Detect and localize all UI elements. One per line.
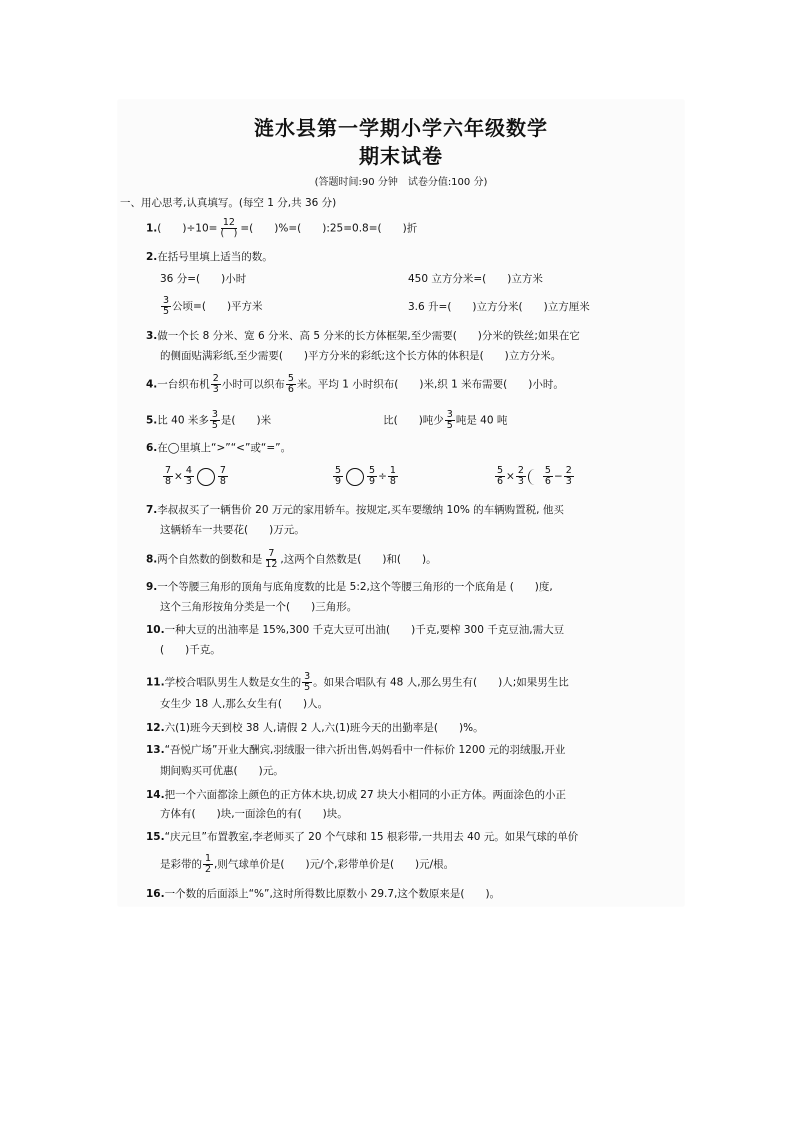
question-7-line2: 这辆轿车一共要花( )万元。 <box>160 524 305 536</box>
question-6: 6.在◯里填上“>”“<”或“=”。 <box>146 442 292 454</box>
compare-circle[interactable] <box>528 469 541 485</box>
question-9-line2: 这个三角形按角分类是一个( )三角形。 <box>160 601 358 613</box>
question-3: 3.做一个长 8 分米、宽 6 分米、高 5 分米的长方体框架,至少需要( )分米的铁丝;如果在它 <box>146 330 580 342</box>
question-7: 7.李叔叔买了一辆售价 20 万元的家用轿车。按规定,买车要缴纳 10% 的车辆购置税, 他买 <box>146 504 564 516</box>
question-2-item-c: $\frac{3}{5}$ 公顷=( )平方米 <box>163 295 263 317</box>
compare-circle[interactable] <box>346 468 364 486</box>
question-15: 15.“庆元旦”布置教室,李老师买了 20 个气球和 15 根彩带,一共用去 40 元。如果气球的单价 <box>146 831 579 843</box>
exam-title: 涟水县第一学期小学六年级数学 <box>254 116 548 140</box>
question-1: 1.( )÷10= $\frac{12}{( )}$ =( )%=( ):25=0.8=( )折 <box>146 217 418 239</box>
question-12: 12.六(1)班今天到校 38 人,请假 2 人,六(1)班今天的出勤率是( )%。 <box>146 722 484 734</box>
question-8: 8.两个自然数的倒数和是 $\frac{7}{12}$ ,这两个自然数是( )和( )。 <box>146 548 437 570</box>
question-2-item-b: 450 立方分米=( )立方米 <box>408 273 543 285</box>
compare-circle[interactable] <box>197 468 215 486</box>
question-2-item-d: 3.6 升=( )立方分米( )立方厘米 <box>408 301 590 313</box>
question-16: 16.一个数的后面添上“%”,这时所得数比原数小 29.7,这个数原来是( )。 <box>146 888 501 900</box>
comparison-3: $\frac{5}{6}$ × $\frac{2}{3}$ $\frac{5}{6}$ − $\frac{2}{3}$ <box>497 465 572 487</box>
question-9: 9.一个等腰三角形的顶角与底角度数的比是 5:2,这个等腰三角形的一个底角是 ( )度, <box>146 581 553 593</box>
comparison-1: $\frac{7}{8}$ × $\frac{4}{3}$ $\frac{7}{8}$ <box>165 465 226 487</box>
exam-info: (答题时间:90 分钟 试卷分值:100 分) <box>314 177 488 188</box>
question-4: 4.一台织布机 $\frac{2}{3}$ 小时可以织布 $\frac{5}{6}$ 米。平均 1 小时织布( )米,织 1 米布需要( )小时。 <box>146 373 564 395</box>
question-11: 11.学校合唱队男生人数是女生的 $\frac{3}{5}$ 。如果合唱队有 48 人,那么男生有( )人;如果男生比 <box>146 671 569 693</box>
question-13: 13.“吾悦广场”开业大酬宾,羽绒服一律六折出售,妈妈看中一件标价 1200 元的羽绒服,开业 <box>146 744 566 756</box>
section-heading: 一、用心思考,认真填写。(每空 1 分,共 36 分) <box>120 197 337 209</box>
question-15-line2: 是彩带的 $\frac{1}{2}$ ,则气球单价是( )元/个,彩带单价是( )元/根。 <box>160 853 455 875</box>
question-13-line2: 期间购买可优惠( )元。 <box>160 765 284 777</box>
question-14: 14.把一个六面都涂上颜色的正方体木块,切成 27 块大小相同的小正方体。两面涂色的小正 <box>146 789 566 801</box>
exam-paper <box>118 100 684 906</box>
question-2: 2.在括号里填上适当的数。 <box>146 251 273 263</box>
question-14-line2: 方体有( )块,一面涂色的有( )块。 <box>160 808 348 820</box>
question-10: 10.一种大豆的出油率是 15%,300 千克大豆可出油( )千克,要榨 300 千克豆油,需大豆 <box>146 624 565 636</box>
fraction: $\frac{12}{( )}$ <box>220 217 238 239</box>
question-5: 5.比 40 米多 $\frac{3}{5}$ 是( )米 比( )吨少 $\frac{3}{5}$ 吨是 40 吨 <box>146 409 508 431</box>
question-10-line2: ( )千克。 <box>160 644 221 656</box>
question-3-line2: 的侧面贴满彩纸,至少需要( )平方分米的彩纸;这个长方体的体积是( )立方分米。 <box>160 350 562 362</box>
comparison-2: $\frac{5}{9}$ $\frac{5}{9}$ ÷ $\frac{1}{8}$ <box>335 465 396 487</box>
question-11-line2: 女生少 18 人,那么女生有( )人。 <box>160 698 329 710</box>
exam-subtitle-title: 期末试卷 <box>359 144 443 168</box>
question-2-item-a: 36 分=( )小时 <box>160 273 247 285</box>
